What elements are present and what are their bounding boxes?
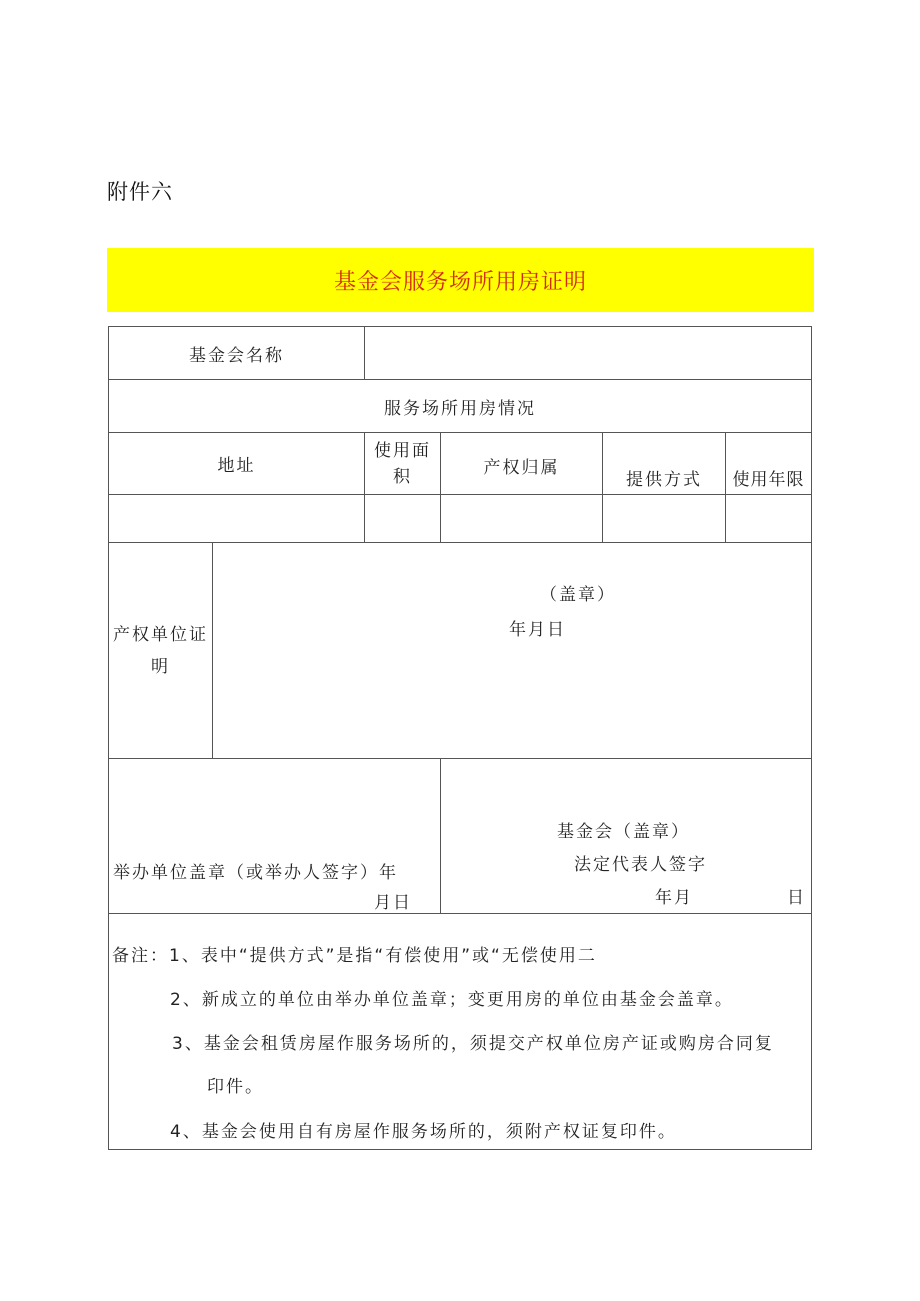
document-title-banner: [107, 248, 814, 312]
organizer-sign-line2: 月日: [374, 893, 412, 913]
property-unit-date: 年月日: [509, 620, 566, 640]
organizer-sign-area[interactable]: [109, 759, 441, 914]
property-unit-certification-area[interactable]: [213, 543, 812, 759]
col-address-header: 地址: [109, 433, 365, 495]
legal-rep-signature: 法定代表人签字: [574, 855, 707, 875]
col-period-header: 使用年限: [726, 433, 812, 495]
col-area-header-line2: 积: [393, 466, 412, 487]
col-area-header: [365, 433, 441, 495]
section-heading: 服务场所用房情况: [109, 380, 812, 433]
property-unit-label-line1: 产权单位证: [113, 624, 208, 645]
col-provision-header: 提供方式: [603, 433, 726, 495]
col-area-header-line1: 使用面: [374, 440, 431, 461]
foundation-sign-area[interactable]: [441, 759, 812, 914]
note-1: 备注：1、表中“提供方式”是指“有偿使用”或“无偿使用二: [112, 946, 597, 966]
document-title: 基金会服务场所用房证明: [333, 270, 587, 295]
foundation-name-label: 基金会名称: [109, 327, 365, 380]
foundation-seal: 基金会（盖章）: [557, 822, 690, 842]
section-heading-row: [109, 380, 812, 433]
column-header-row: [109, 433, 812, 495]
foundation-name-row: [109, 327, 812, 380]
attachment-label: 附件六: [107, 180, 173, 204]
note-4: 4、基金会使用自有房屋作服务场所的，须附产权证复印件。: [170, 1122, 677, 1142]
address-field[interactable]: [109, 495, 365, 543]
area-field[interactable]: [365, 495, 441, 543]
usage-data-row: [109, 495, 812, 543]
property-unit-seal: （盖章）: [540, 585, 616, 605]
foundation-name-field[interactable]: [365, 327, 812, 380]
col-ownership-header: 产权归属: [441, 433, 603, 495]
property-unit-label: [109, 543, 213, 759]
notes-row: [109, 914, 812, 1150]
ownership-field[interactable]: [441, 495, 603, 543]
notes-area: [109, 914, 812, 1150]
property-unit-label-line2: 明: [151, 656, 170, 677]
foundation-date-day: 日: [787, 888, 806, 908]
signature-row: [109, 759, 812, 914]
note-2: 2、新成立的单位由举办单位盖章；变更用房的单位由基金会盖章。: [170, 990, 734, 1010]
organizer-sign-line1: 举办单位盖章（或举办人签字）年: [113, 863, 398, 883]
certificate-form: [108, 326, 812, 1150]
foundation-date-year-month: 年月: [655, 888, 693, 908]
provision-field[interactable]: [603, 495, 726, 543]
note-3-continued: 印件。: [207, 1077, 264, 1097]
period-field[interactable]: [726, 495, 812, 543]
note-3: 3、基金会租赁房屋作服务场所的，须提交产权单位房产证或购房合同复: [172, 1034, 774, 1054]
property-unit-row: [109, 543, 812, 759]
